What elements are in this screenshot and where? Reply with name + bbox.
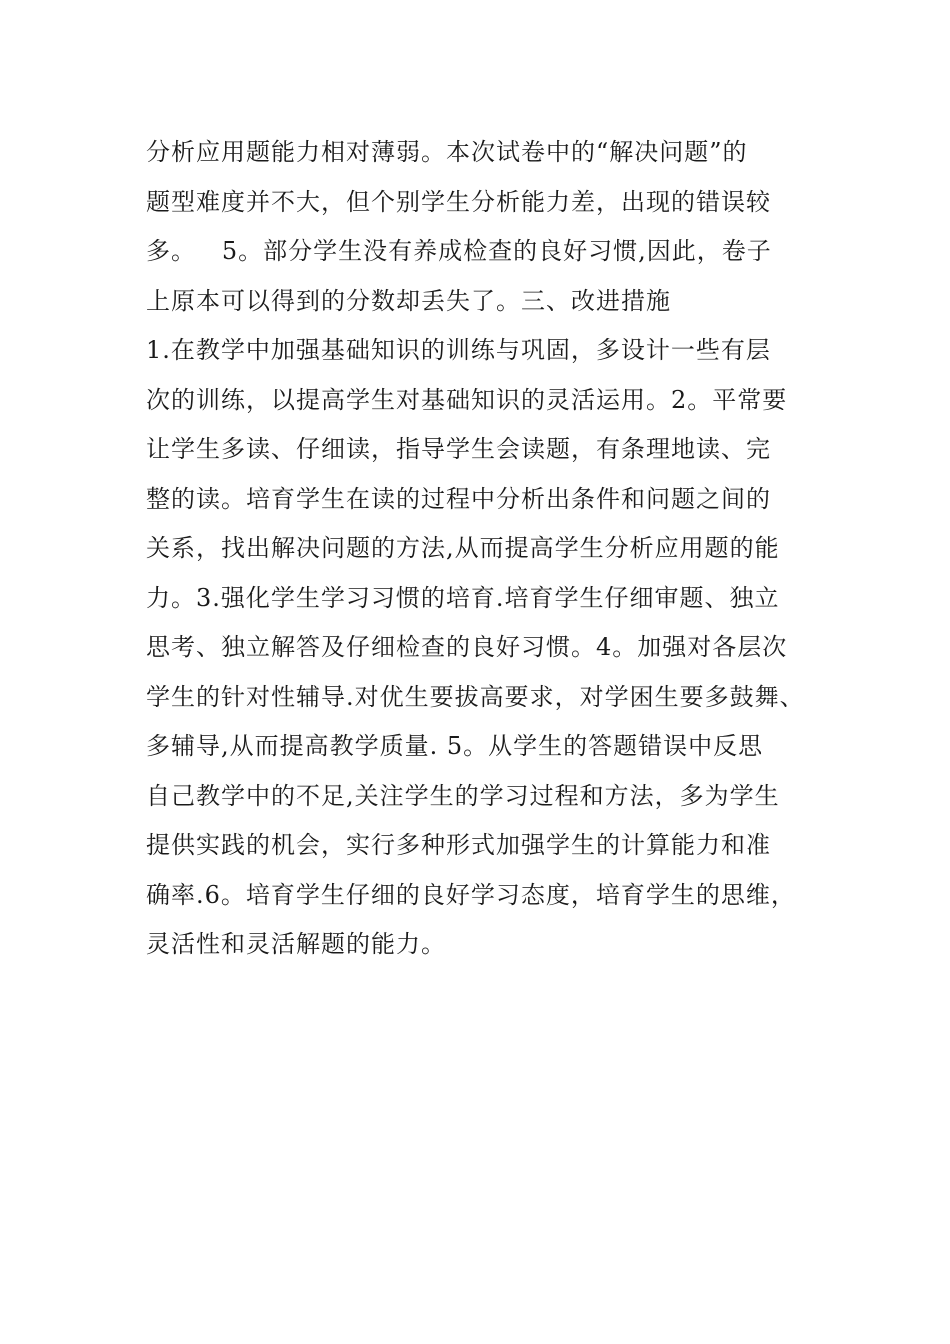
text-line: 关系，找出解决问题的方法,从而提高学生分析应用题的能 xyxy=(146,534,780,562)
text-line: 灵活性和灵活解题的能力。 xyxy=(146,930,446,958)
text-line: 自己教学中的不足,关注学生的学习过程和方法，多为学生 xyxy=(146,781,780,810)
text-line: 力。3.强化学生学习习惯的培育.培育学生仔细审题、独立 xyxy=(146,583,780,612)
text-line: 多。 5。部分学生没有养成检查的良好习惯,因此，卷子 xyxy=(146,237,772,265)
text-line: 1.在教学中加强基础知识的训练与巩固，多设计一些有层 xyxy=(146,336,771,364)
text-line: 确率.6。培育学生仔细的良好学习态度，培育学生的思维， xyxy=(146,880,796,909)
text-line: 分析应用题能力相对薄弱。本次试卷中的“解决问题”的 xyxy=(146,138,748,166)
text-line: 提供实践的机会，实行多种形式加强学生的计算能力和准 xyxy=(146,831,771,859)
text-line: 次的训练，以提高学生对基础知识的灵活运用。2。平常要 xyxy=(146,385,788,414)
text-line: 整的读。培育学生在读的过程中分析出条件和问题之间的 xyxy=(146,484,771,513)
body-text xyxy=(146,128,836,970)
text-line: 题型难度并不大，但个别学生分析能力差，出现的错误较 xyxy=(146,187,771,216)
text-line: 学生的针对性辅导.对优生要拔高要求，对学困生要多鼓舞、 xyxy=(146,682,805,711)
text-line: 多辅导,从而提高教学质量. 5。从学生的答题错误中反思 xyxy=(146,732,764,760)
text-line: 上原本可以得到的分数却丢失了。三、改进措施 xyxy=(146,286,671,315)
text-line: 思考、独立解答及仔细检查的良好习惯。4。加强对各层次 xyxy=(146,633,788,661)
text-line: 让学生多读、仔细读，指导学生会读题，有条理地读、完 xyxy=(146,435,771,463)
